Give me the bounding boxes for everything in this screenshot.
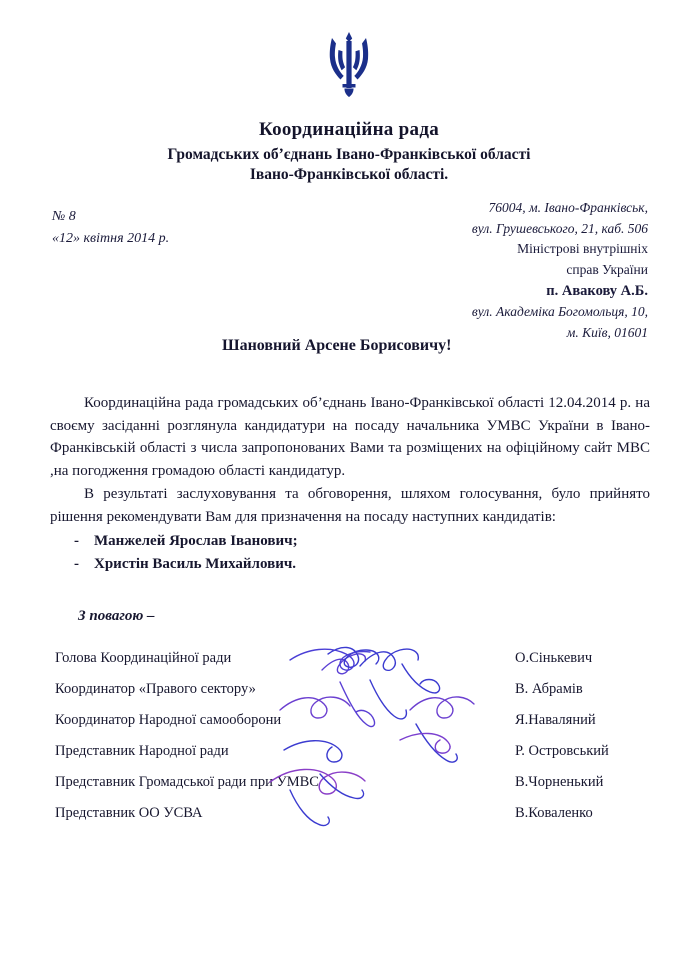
emblem-container [0, 30, 698, 100]
reference-block [52, 206, 169, 249]
reference-date: «12» квітня 2014 р. [52, 230, 170, 246]
page-title: Координаційна рада [258, 119, 440, 140]
signature-name: О.Сінькевич [515, 650, 593, 666]
addressee-line-1: 76004, м. Івано-Франківськ, [488, 200, 648, 215]
heading-subtitle-1: Громадських об’єднань Івано-Франківської області [167, 145, 531, 163]
addressee-block [348, 198, 648, 343]
body-paragraph-1: Координаційна рада громадських об’єднань Івано-Франківської області 12.04.2014 р. на своєму засіданні розглянула кандидатури на посаду начальника УМВС України в Івано-Франківській області з числа запропонованих Вами та розміщених на офіційному сайт МВС ,на погодження громадою області кандидатур. [50, 395, 650, 479]
addressee-line-2: вул. Грушевського, 21, каб. 506 [471, 220, 648, 236]
body-text [50, 392, 650, 592]
signature-role: Представник Громадської ради при УМВС [55, 774, 319, 790]
addressee-line-7: м. Київ, 01601 [566, 324, 648, 340]
signature-name: В. Абрамів [515, 681, 583, 697]
body-paragraph-2: В результаті заслуховування та обговорення, шляхом голосування, було прийнято рішення рекомендувати Вам для призначення на посаду наступних кандидатів: [50, 486, 650, 525]
reference-number: № 8 [52, 209, 76, 224]
list-item: - Христін Василь Михайлович. [50, 553, 650, 576]
salutation: Шановний Арсене Борисовичу! [222, 337, 452, 354]
signature-row [55, 650, 635, 681]
signature-role: Представник Народної ради [55, 743, 229, 759]
signature-role: Координатор «Правого сектору» [55, 681, 256, 697]
list-item: - Манжелей Ярослав Іванович; [50, 530, 650, 553]
signature-name: В.Коваленко [515, 805, 593, 821]
closing-phrase: З повагою – [78, 608, 155, 624]
document-heading [0, 118, 698, 185]
addressee-line-6: вул. Академіка Богомольця, 10, [471, 304, 648, 320]
ukrainian-trident-icon [326, 85, 372, 102]
signature-role: Координатор Народної самооборони [55, 712, 282, 728]
signature-row [55, 712, 635, 743]
signature-name: В.Чорненький [515, 774, 604, 790]
addressee-line-3: Міністрові внутрішніх [517, 241, 648, 257]
signature-row [55, 774, 635, 805]
signature-name: Р. Островський [515, 743, 609, 759]
addressee-line-4: справ України [566, 261, 648, 277]
signature-name: Я.Наваляний [515, 712, 596, 728]
signature-row [55, 681, 635, 712]
signature-block [55, 650, 635, 836]
heading-subtitle-2: Івано-Франківської області. [249, 165, 449, 183]
signature-role: Представник ОО УСВА [55, 805, 203, 821]
signature-role: Голова Координаційної ради [55, 650, 232, 666]
addressee-line-5: п. Авакову А.Б. [546, 283, 648, 300]
signature-row [55, 805, 635, 836]
signature-row [55, 743, 635, 774]
candidate-list [50, 530, 650, 577]
